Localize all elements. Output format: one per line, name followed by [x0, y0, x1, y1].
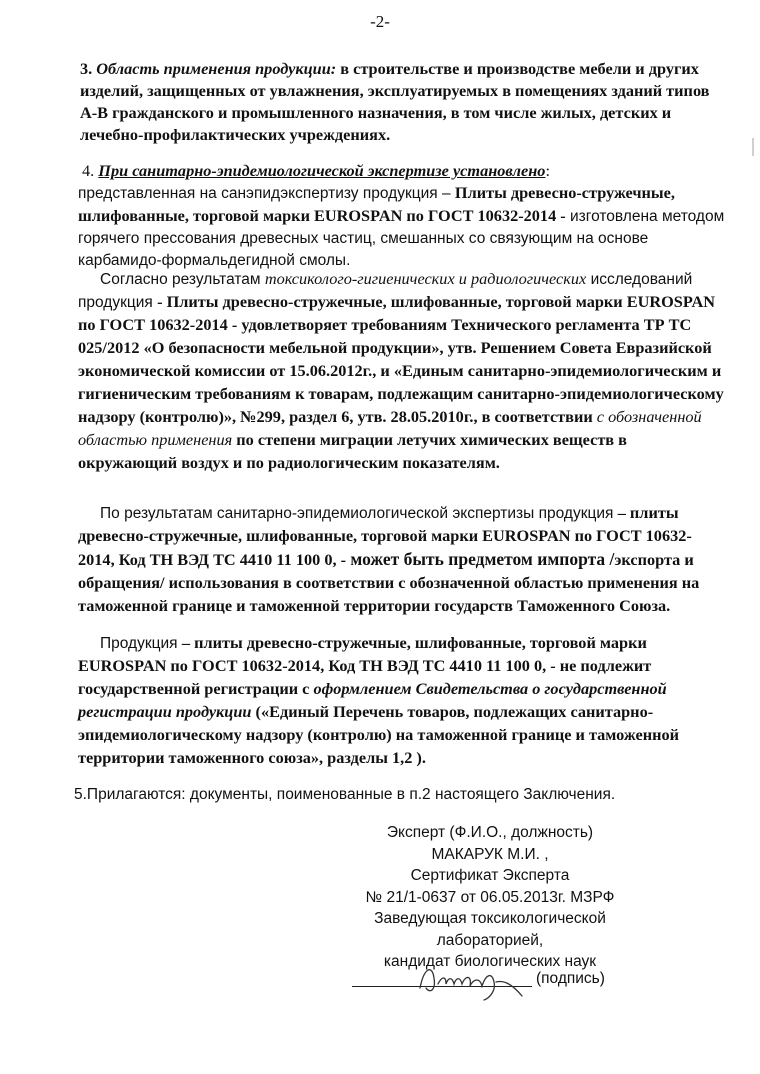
para2-italic-1: токсиколого-гигиенических и радиологических: [264, 269, 587, 288]
para4-bold-italic-1: оформлением Свидетельства о государственной регистрации продукции: [78, 679, 667, 721]
signature-line-4: № 21/1-0637 от 06.05.2013г. МЗРФ: [365, 888, 615, 906]
para3-bold-1: – плиты древесно-стружечные, шлифованные, торговой марки EUROSPAN по ГОСТ 10632-2014, Код ТН ВЭД ТС 4410 11 100 0, -: [78, 503, 692, 569]
para4-bold-1: – плиты древесно-стружечные, шлифованные, торговой марки EUROSPAN по ГОСТ 10632-2014, Код ТН ВЭД ТС 4410 11 100 0, - не подлежит государственной регистрации с: [78, 633, 652, 698]
section-3-text: в строительстве и производстве мебели и других изделий, защищенных от увлажнения, эксплуатируемых в помещениях зданий типов А-В гражданского и промышленного назначения, в том числе жилых, детских и лечебно-профилактических учреждениях.: [80, 59, 710, 144]
para2-bold-1: - Плиты древесно-стружечные, шлифованные, торговой марки EUROSPAN по ГОСТ 10632-2014 - удовлетворяет требованиям Технического регламента ТР ТС 025/2012 «О безопасности мебельной продукции», утв. Решением Совета Евразийской экономической комиссии от 15.06.2012г., и «Единым санитарно-эпидемиологическим и гигиеническим требованиям к товарам, подлежащим санитарно-эпидемиологическому надзору (контролю)», №299, раздел 6, утв. 28.05.2010г., в соответствии: [78, 292, 724, 426]
para3-bold-2: может быть предметом импорта /: [346, 549, 615, 569]
para2-bold-2: по степени миграции летучих химических веществ в окружающий воздух и по радиологическим показателям.: [78, 430, 627, 472]
section-3-heading: Область применения продукции:: [96, 59, 337, 78]
para3-text-1: По результатам санитарно-эпидемиологической экспертизы продукция: [100, 505, 618, 522]
para2-italic-2: с обозначенной областью применения: [78, 407, 702, 449]
paragraph-import-export: [78, 502, 728, 618]
page-number: -2-: [370, 12, 390, 31]
paragraph-test-results: [78, 268, 728, 475]
signature-line-5: Заведующая токсикологической: [374, 910, 606, 927]
section-3: [80, 58, 720, 146]
para4-bold-2: («Единый Перечень товаров, подлежащих санитарно-эпидемиологическому надзору (контролю) на таможенной границе и таможенной территории таможенного союза», разделы 1,2 ).: [78, 702, 680, 767]
section-4-number: 4.: [82, 161, 95, 180]
signature-line-2: МАКАРУК М.И. ,: [431, 845, 549, 863]
section-4-title: [82, 160, 722, 182]
signature-line-6: лабораторией,: [436, 931, 544, 949]
paragraph-product-description: [78, 182, 728, 272]
handwritten-signature-icon: [412, 958, 532, 1002]
signature-area: [352, 966, 652, 998]
section-4-colon: :: [545, 161, 550, 180]
paragraph-registration: [78, 632, 728, 770]
para3-bold-3: экспорта и обращения/ использования в соответствии с обозначенной областью применения на таможенной границе и таможенной территории государств Таможенного Союза.: [78, 550, 700, 615]
signature-line-3: Сертификат Эксперта: [410, 867, 570, 884]
para1-text-2: изготовлена методом горячего прессования древесных частиц, смешанных со связующим на основе карбамидо-формальдегидной смолы.: [78, 208, 725, 269]
section-4-heading: При санитарно-эпидемиологической экспертизе установлено: [98, 161, 546, 180]
para2-text-2: исследований продукция: [78, 271, 693, 311]
section-3-number: 3.: [80, 59, 93, 78]
para1-text-1: представленная на санэпидэкспертизу продукция –: [78, 185, 455, 202]
para2-text-1: Согласно результатам: [100, 271, 265, 288]
section-5: 5.Прилагаются: документы, поименованные в п.2 настоящего Заключения.: [74, 786, 616, 803]
signature-block: [330, 822, 650, 973]
signature-line-1: Эксперт (Ф.И.О., должность): [386, 824, 594, 841]
para4-text-1: Продукция: [100, 635, 182, 652]
scan-artifact: [752, 138, 754, 156]
signature-label: (подпись): [536, 970, 605, 987]
signature-line-7: кандидат биологических наук: [383, 953, 597, 970]
para1-product-name: Плиты древесно-стружечные, шлифованные, торговой марки EUROSPAN по ГОСТ 10632-2014 -: [78, 183, 675, 225]
